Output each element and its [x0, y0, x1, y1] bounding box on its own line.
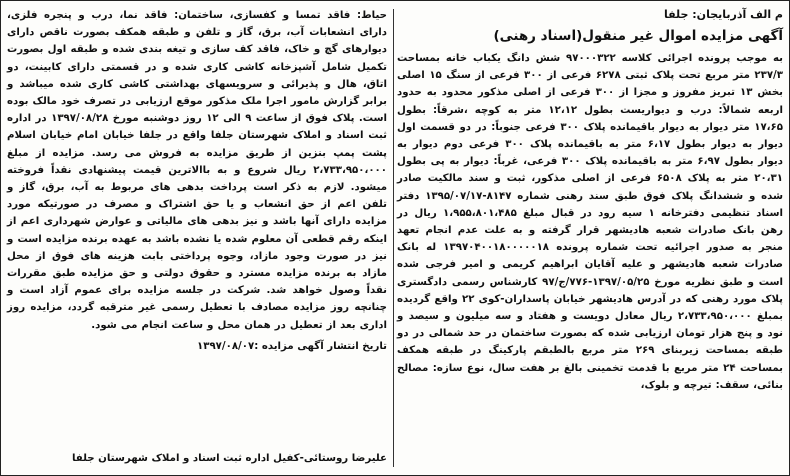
publish-date: تاریخ انتشار آگهی مزایده :۱۳۹۷/۰۸/۰۷ — [197, 340, 387, 352]
notice-right-column — [391, 7, 789, 469]
notice-body-left — [7, 7, 387, 334]
notice-body-left-text: حیاط: فاقد تمسا و کفسازی، ساختمان: فاقد نما، درب و پنجره فلزی، دارای انشعابات آب، برق، گاز و تلفن و طبقه همکف بصورت ناقص دارای دیوارهای گچ و خاک، فاقد کف سازی و تیغه بندی شده و طبقه اول بصورت تکمیل شامل آشپزخانه کاشی کاری شده و در قسمتی دارای کابینت، دو اتاق، هال و پذیرائی و سرویسهای بهداشتی کاشی کاری شده میباشد و برابر گزارش مامور اجرا ملک مذکور موقع ارزیابی در تصرف خود مالک بوده است. پلاک فوق از ساعت ۹ الی ۱۲ روز دوشنبه مورخ ۱۳۹۷/۰۸/۲۸ در اداره ثبت اسناد و املاک شهرستان جلفا واقع در جلفا خیابان امام خیابان اسلام پشت پمپ بنزین از طریق مزایده به فروش می رسد. مزایده از مبلغ ۲،۷۳۳،۹۵۰،۰۰۰ ریال شروع و به باالاترین قیمت پیشنهادی نقداً فروخته میشود. لازم به ذکر است پرداخت بدهی های مربوط به آب، برق، گاز و تلفن اعم از حق انشعاب و یا حق اشتراک و مصرف در صورتیکه مورد مزایده دارای آنها باشد و نیز بدهی های مالیاتی و عوارض شهرداری اعم از اینکه رقم قطعی آن معلوم شده یا نشده باشد به عهده برنده مزایده است و نیز در صورت وجود مازاد، وجوه پرداختی بابت هزینه های فوق از محل مازاد به برنده مزایده مسترد و حقوق دولتی و حق مزایده طبق مقررات نقداً وصول خواهد شد. شرکت در جلسه مزایده برای عموم آزاد است و چنانچه روز مزایده مصادف با تعطیل رسمی غیر مترقبه گردد، مزایده روز اداری بعد از تعطیل در همان محل و ساعت انجام می شود. — [7, 10, 388, 331]
notice-body-right-text: به موجب پرونده اجرائی کلاسه ۹۷۰۰۰۳۲۲ شش دانگ یکباب خانه بمساحت ۲۳۷/۳ متر مربع تحت پلاک ثبتی ۶۲۷۸ فرعی از ۳۰۰ فرعی از سنگ ۱۵ اصلی بخش ۱۳ تبریز مفروز و مجزا از ۳۰۰ فرعی از اصلی مذکور محدود به حدود اربعه شمالاً: درب و دیواریست بطول ۱۲،۱۲ متر به کوچه ،شرقاً: بطول ۱۷،۶۵ متر دیوار به دیوار باقیمانده پلاک ۳۰۰ فرعی جنوباً: در دو قسمت اول دیوار به دیوار بطول ۶،۱۷ متر به باقیمانده پلاک ۳۰۰ فرعی دوم دیوار به دیوار بطول ۶،۹۷ متر به باقیمانده پلاک ۳۰۰ فرعی، غرباً: دیوار به پی بطول ۲۰،۳۱ متر به پلاک ۶۵۰۸ فرعی از اصلی مذکور، ثبت و سند مالکیت صادر شده و ششدانگ پلاک فوق طبق سند رهنی شماره ۸۱۴۷-۱۳۹۵/۰۷/۱۷ دفتر اسناد تنظیمی دفترخانه ۱ سیه رود در قبال مبلغ ۱،۹۵۵،۸۰۱،۴۸۵ ریال در رهن بانک صادرات شعبه هادیشهر قرار گرفته و به علت عدم انجام تعهد منجر به صدور اجرائیه تحت شماره پرونده ۱۳۹۷۰۴۰۰۱۸۰۰۰۰۰۱۸ له بانک صادرات شعبه هادیشهر و علیه آقایان ابراهیم کریمی و امیر فرجی شده است و طبق نظریه مورخ ۱۳۹۷/۰۵/۲۵-۷۷۶/ج/۹۷ کارشناس رسمی دادگستری پلاک مورد رهنی که در آدرس هادیشهر خیابان پاسداران-کوی ۲۲ واقع گردیده بمبلغ ۲،۷۳۳،۹۵۰،۰۰۰ ریال معادل دویست و هفتاد و سه میلیون و سیصد و نود و پنج هزار تومان ارزیابی شده که بصورت ساختمان در حد شمالی در دو طبقه بمساحت زیربنای ۲۶۹ متر مربع بالطبقم پارکینگ در طبقه همکف بمساحت ۲۴ متر مربع با قدمت تخمینی بالغ بر هفت سال، نوع سازه: مصالح بنائی، سقف: تیرچه و بلوک، — [397, 53, 784, 391]
notice-body-right — [397, 50, 783, 394]
signature: علیرضا روستائی-کفیل اداره ثبت اسناد و املاک شهرستان جلفا — [71, 453, 387, 464]
notice-left-column — [1, 7, 393, 469]
column-divider — [393, 9, 394, 467]
notice-title: آگهی مزایده اموال غیر منقول(اسناد رهنی) — [493, 28, 783, 44]
notice-header: م الف آذربایجان: جلفا — [663, 8, 783, 21]
